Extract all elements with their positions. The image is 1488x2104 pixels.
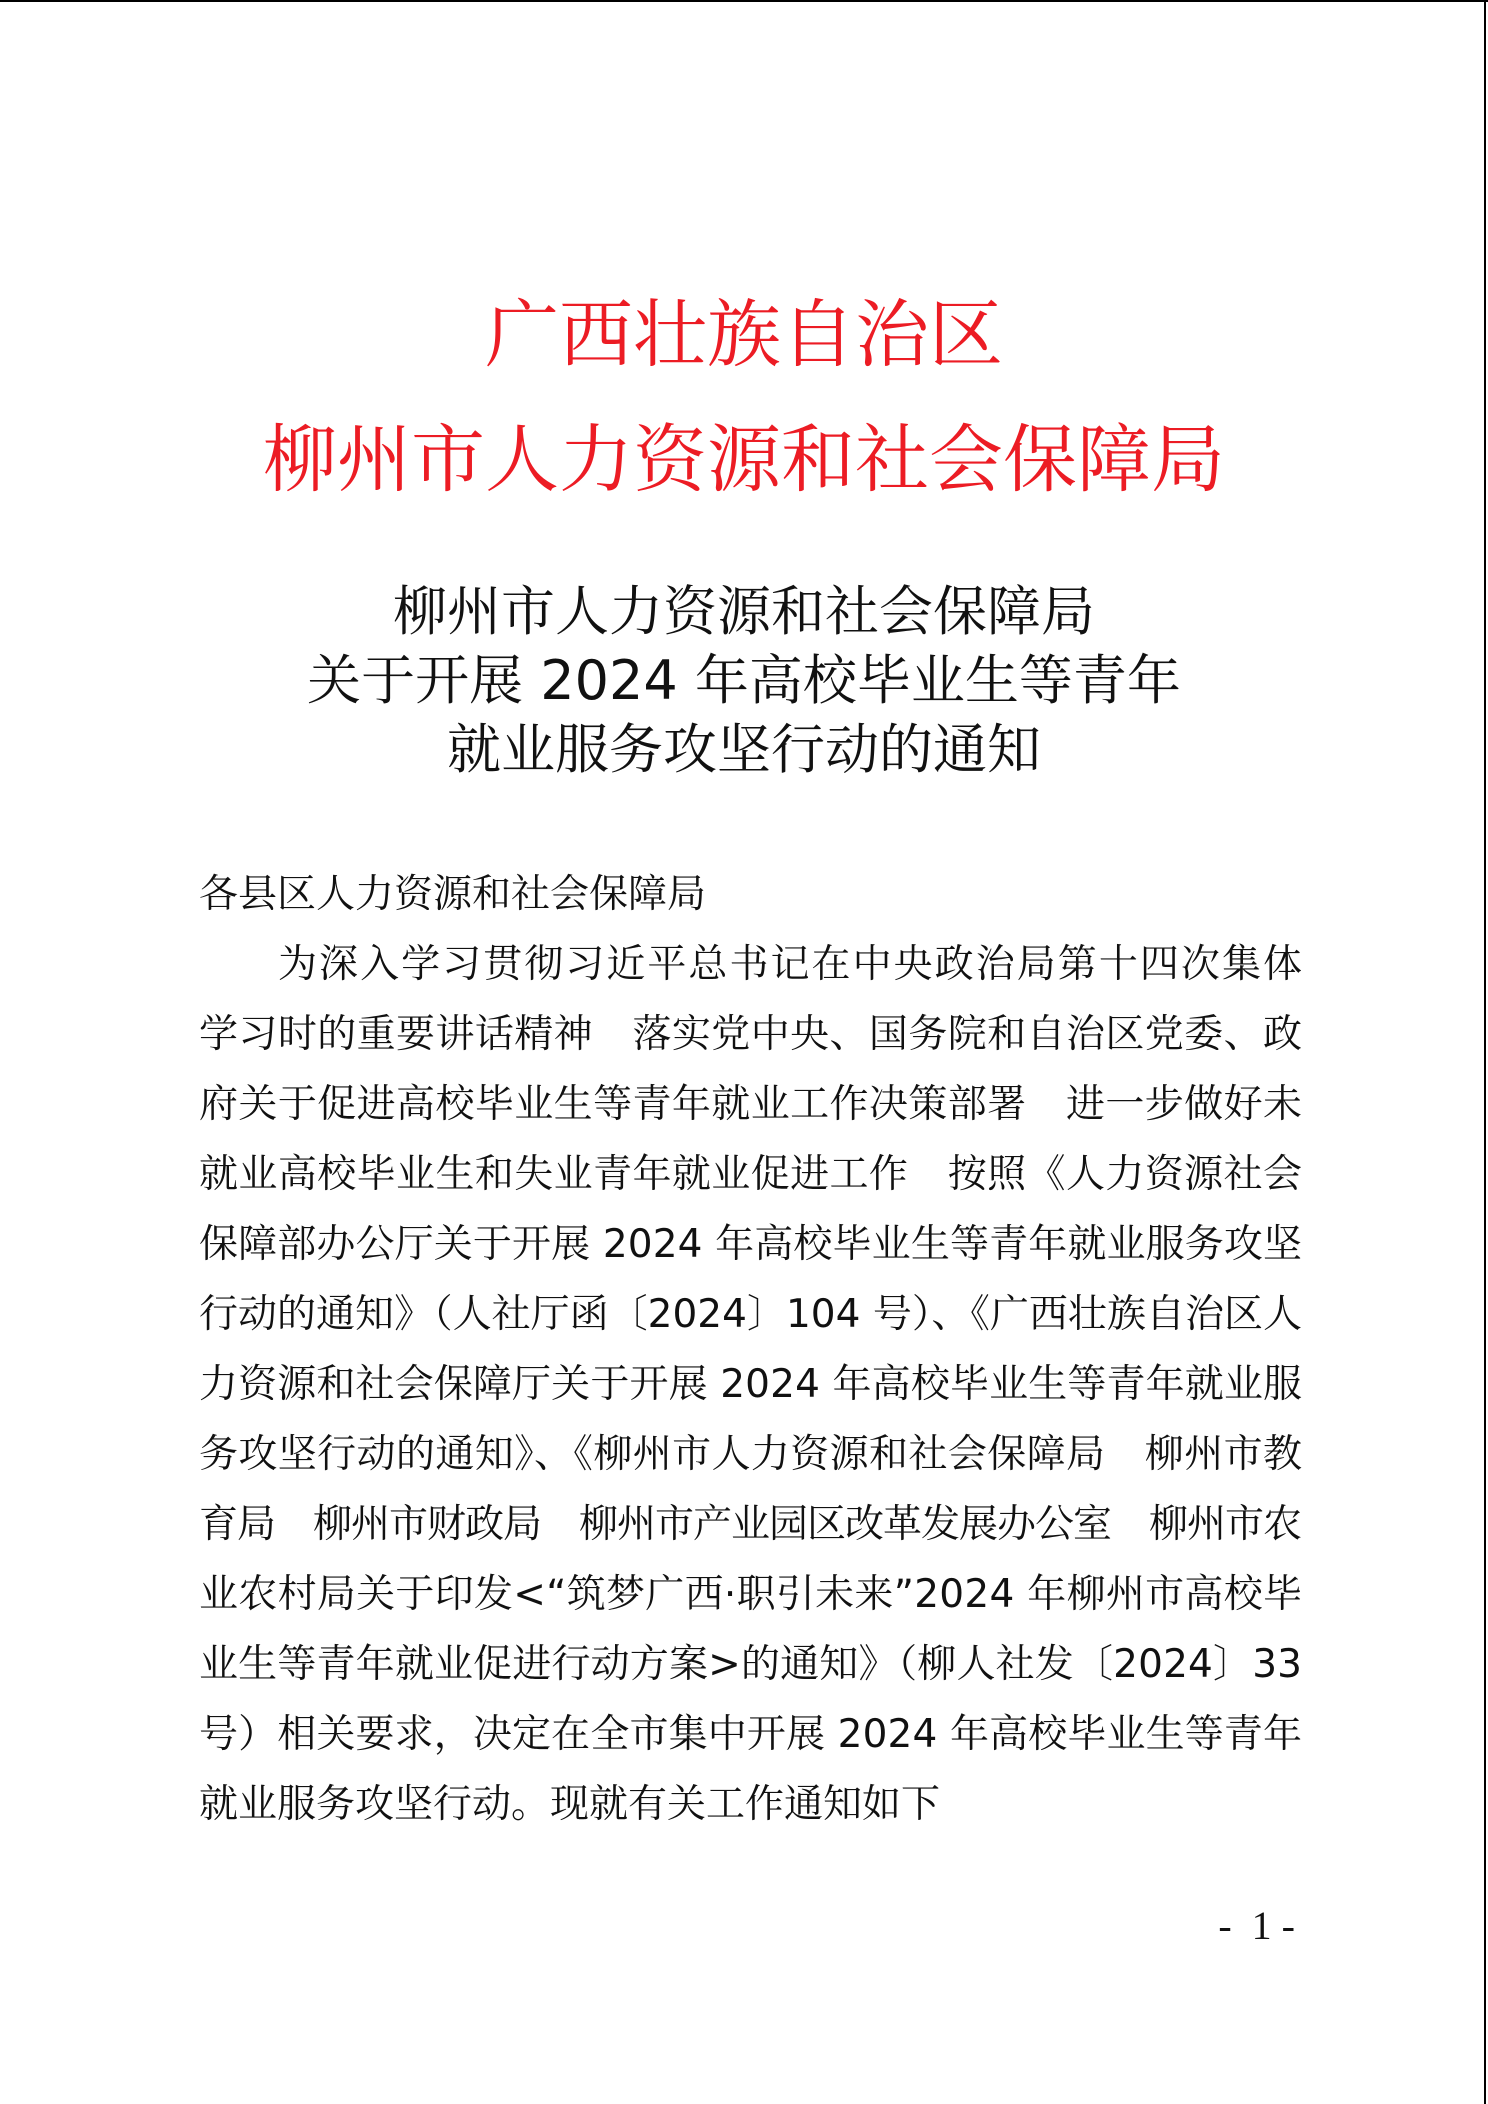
body-line-9-text: 育局 柳州市财政局 柳州市产业园区改革发展办公室 柳州市农: [199, 1502, 1301, 1547]
body-line-6: [199, 1280, 1302, 1350]
salutation: [199, 860, 1302, 930]
body-line-11: [199, 1630, 1302, 1700]
body-line-5-text: 保障部办公厅关于开展 2024 年高校毕业生等青年就业服务攻坚: [199, 1222, 1303, 1267]
body-line-7-text: 力资源和社会保障厅关于开展 2024 年高校毕业生等青年就业服: [199, 1362, 1303, 1407]
salutation-text: 各县区人力资源和社会保障局: [199, 872, 707, 917]
body-line-4: [199, 1140, 1302, 1210]
document-title-line-1: 柳州市人力资源和社会保障局: [393, 580, 1095, 643]
body-line-8: [199, 1420, 1302, 1490]
body-line-1-text: 为深入学习贯彻习近平总书记在中央政治局第十四次集体: [278, 942, 1305, 987]
document-title-line-3: 就业服务攻坚行动的通知: [447, 718, 1041, 781]
body-line-2-text: 学习时的重要讲话精神 落实党中央、国务院和自治区党委、政: [199, 1012, 1303, 1057]
page-number: - 1 -: [1218, 1903, 1295, 1948]
body-line-3-text: 府关于促进高校毕业生等青年就业工作决策部署 进一步做好未: [199, 1082, 1303, 1127]
body-line-13-text: 就业服务攻坚行动。现就有关工作通知如下: [199, 1782, 941, 1827]
body-line-4-text: 就业高校毕业生和失业青年就业促进工作 按照《人力资源社会: [199, 1152, 1303, 1197]
body-line-2: [199, 1000, 1302, 1070]
document-title: [0, 577, 1488, 784]
body-line-12: [199, 1700, 1302, 1770]
issuer-header-line-1: 广西壮族自治区: [485, 292, 1003, 378]
document-title-line-2: 关于开展 2024 年高校毕业生等青年: [307, 649, 1181, 712]
body-line-10-text: 业农村局关于印发<“筑梦广西·职引未来”2024 年柳州市高校毕: [199, 1572, 1303, 1617]
body-line-3: [199, 1070, 1302, 1140]
page-border-top: [0, 0, 1488, 2]
body-line-6-text: 行动的通知》（人社厅函〔2024〕104 号）、《广西壮族自治区人: [199, 1292, 1303, 1337]
document-body: [199, 860, 1305, 1840]
issuer-header-line-2: 柳州市人力资源和社会保障局: [263, 417, 1225, 503]
body-line-5: [199, 1210, 1302, 1280]
body-line-8-text: 务攻坚行动的通知》、《柳州市人力资源和社会保障局 柳州市教: [199, 1432, 1303, 1477]
body-line-12-text: 号）相关要求，决定在全市集中开展 2024 年高校毕业生等青年: [199, 1712, 1303, 1757]
body-line-13: [199, 1770, 1302, 1840]
body-line-11-text: 业生等青年就业促进行动方案>的通知》（柳人社发〔2024〕33: [199, 1642, 1303, 1687]
body-line-1: [278, 930, 1305, 1000]
body-line-10: [199, 1560, 1302, 1630]
body-line-9: [199, 1490, 1302, 1560]
body-line-7: [199, 1350, 1302, 1420]
